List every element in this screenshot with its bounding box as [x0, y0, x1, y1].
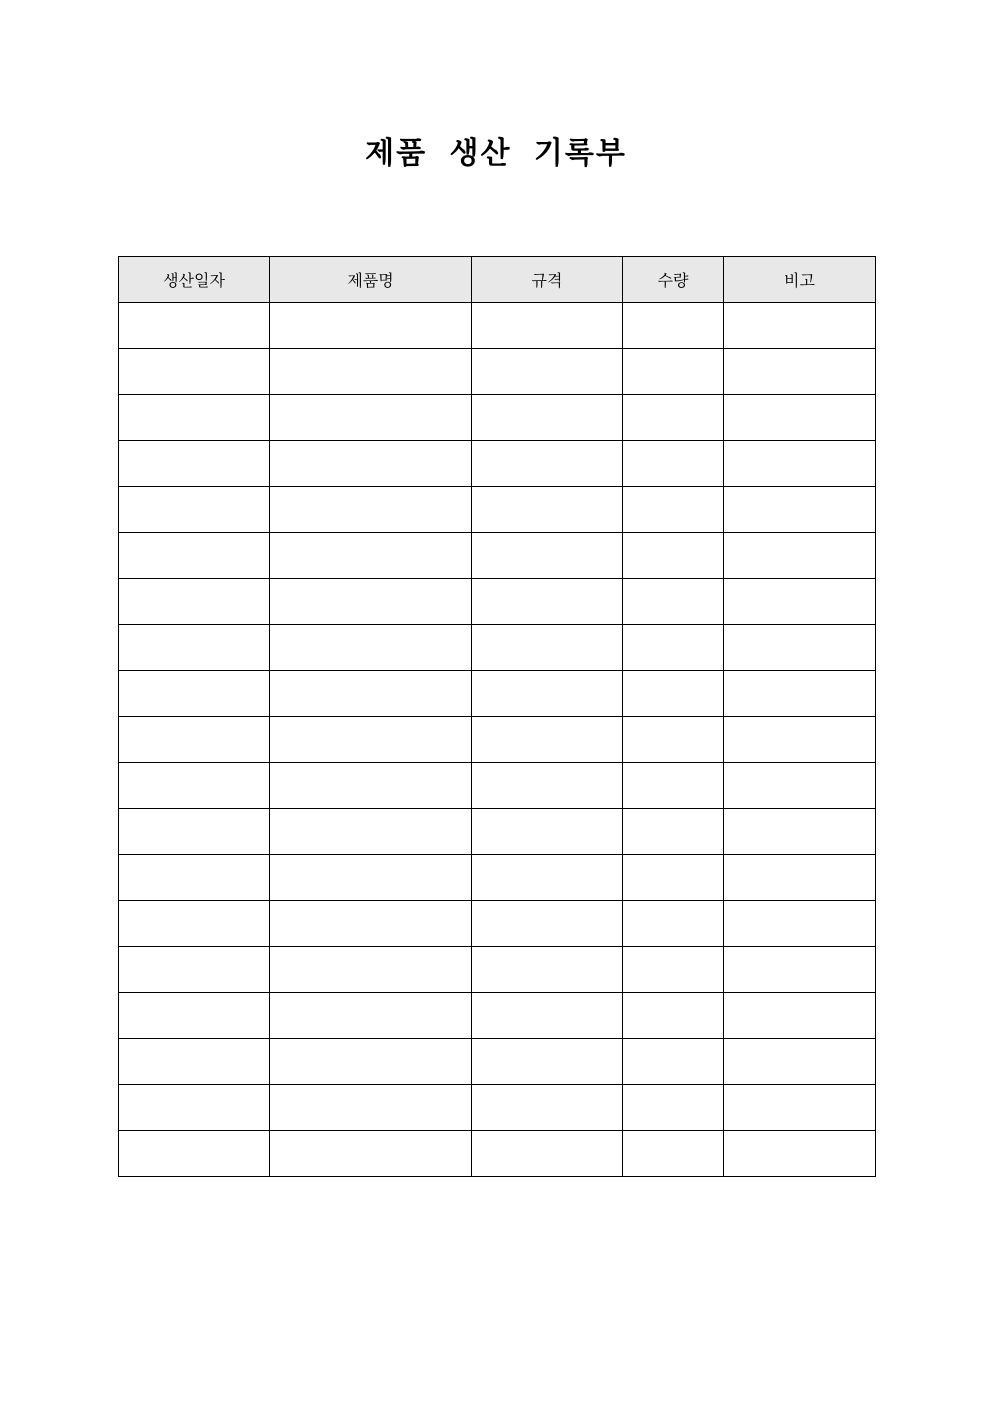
column-header-quantity: 수량: [623, 257, 724, 303]
quantity-cell[interactable]: [623, 625, 724, 671]
remarks-cell[interactable]: [724, 671, 876, 717]
quantity-cell[interactable]: [623, 1131, 724, 1177]
remarks-cell[interactable]: [724, 809, 876, 855]
remarks-cell[interactable]: [724, 1131, 876, 1177]
product-name-cell[interactable]: [270, 1085, 472, 1131]
quantity-cell[interactable]: [623, 533, 724, 579]
product-name-cell[interactable]: [270, 901, 472, 947]
product-name-cell[interactable]: [270, 809, 472, 855]
production-date-cell[interactable]: [119, 303, 270, 349]
specification-cell[interactable]: [472, 993, 623, 1039]
production-date-cell[interactable]: [119, 533, 270, 579]
table-row: [119, 625, 876, 671]
specification-cell[interactable]: [472, 533, 623, 579]
quantity-cell[interactable]: [623, 579, 724, 625]
remarks-cell[interactable]: [724, 579, 876, 625]
product-name-cell[interactable]: [270, 533, 472, 579]
remarks-cell[interactable]: [724, 395, 876, 441]
quantity-cell[interactable]: [623, 763, 724, 809]
production-record-table: [118, 256, 876, 1177]
remarks-cell[interactable]: [724, 487, 876, 533]
specification-cell[interactable]: [472, 855, 623, 901]
table-row: [119, 717, 876, 763]
specification-cell[interactable]: [472, 625, 623, 671]
product-name-cell[interactable]: [270, 349, 472, 395]
remarks-cell[interactable]: [724, 947, 876, 993]
product-name-cell[interactable]: [270, 395, 472, 441]
remarks-cell[interactable]: [724, 901, 876, 947]
remarks-cell[interactable]: [724, 717, 876, 763]
table-row: [119, 671, 876, 717]
table-row: [119, 487, 876, 533]
product-name-cell[interactable]: [270, 717, 472, 763]
specification-cell[interactable]: [472, 395, 623, 441]
specification-cell[interactable]: [472, 303, 623, 349]
specification-cell[interactable]: [472, 809, 623, 855]
quantity-cell[interactable]: [623, 395, 724, 441]
remarks-cell[interactable]: [724, 993, 876, 1039]
production-date-cell[interactable]: [119, 717, 270, 763]
table-row: [119, 1085, 876, 1131]
specification-cell[interactable]: [472, 579, 623, 625]
table-body: [119, 303, 876, 1177]
quantity-cell[interactable]: [623, 1039, 724, 1085]
quantity-cell[interactable]: [623, 441, 724, 487]
remarks-cell[interactable]: [724, 441, 876, 487]
product-name-cell[interactable]: [270, 947, 472, 993]
production-date-cell[interactable]: [119, 487, 270, 533]
table-row: [119, 809, 876, 855]
column-header-remarks: 비고: [724, 257, 876, 303]
table-row: [119, 395, 876, 441]
product-name-cell[interactable]: [270, 579, 472, 625]
specification-cell[interactable]: [472, 1131, 623, 1177]
table-row: [119, 441, 876, 487]
product-name-cell[interactable]: [270, 671, 472, 717]
quantity-cell[interactable]: [623, 809, 724, 855]
table-row: [119, 947, 876, 993]
table-row: [119, 855, 876, 901]
table-row: [119, 993, 876, 1039]
production-date-cell[interactable]: [119, 1085, 270, 1131]
quantity-cell[interactable]: [623, 487, 724, 533]
specification-cell[interactable]: [472, 671, 623, 717]
production-date-cell[interactable]: [119, 809, 270, 855]
product-name-cell[interactable]: [270, 441, 472, 487]
product-name-cell[interactable]: [270, 1131, 472, 1177]
quantity-cell[interactable]: [623, 349, 724, 395]
remarks-cell[interactable]: [724, 349, 876, 395]
production-date-cell[interactable]: [119, 625, 270, 671]
production-date-cell[interactable]: [119, 763, 270, 809]
quantity-cell[interactable]: [623, 901, 724, 947]
production-date-cell[interactable]: [119, 901, 270, 947]
column-header-product-name: 제품명: [270, 257, 472, 303]
remarks-cell[interactable]: [724, 1039, 876, 1085]
specification-cell[interactable]: [472, 1039, 623, 1085]
production-date-cell[interactable]: [119, 947, 270, 993]
remarks-cell[interactable]: [724, 533, 876, 579]
production-date-cell[interactable]: [119, 349, 270, 395]
production-date-cell[interactable]: [119, 395, 270, 441]
quantity-cell[interactable]: [623, 855, 724, 901]
product-name-cell[interactable]: [270, 1039, 472, 1085]
production-date-cell[interactable]: [119, 1039, 270, 1085]
table-row: [119, 579, 876, 625]
production-date-cell[interactable]: [119, 671, 270, 717]
remarks-cell[interactable]: [724, 303, 876, 349]
quantity-cell[interactable]: [623, 993, 724, 1039]
table-header-row: [119, 257, 876, 303]
table-row: [119, 763, 876, 809]
column-header-production-date: 생산일자: [119, 257, 270, 303]
specification-cell[interactable]: [472, 947, 623, 993]
column-header-specification: 규격: [472, 257, 623, 303]
remarks-cell[interactable]: [724, 763, 876, 809]
quantity-cell[interactable]: [623, 947, 724, 993]
page-title: 제품 생산 기록부: [365, 136, 627, 171]
remarks-cell[interactable]: [724, 855, 876, 901]
product-name-cell[interactable]: [270, 303, 472, 349]
specification-cell[interactable]: [472, 717, 623, 763]
production-date-cell[interactable]: [119, 1131, 270, 1177]
specification-cell[interactable]: [472, 901, 623, 947]
quantity-cell[interactable]: [623, 1085, 724, 1131]
remarks-cell[interactable]: [724, 625, 876, 671]
specification-cell[interactable]: [472, 763, 623, 809]
product-name-cell[interactable]: [270, 625, 472, 671]
specification-cell[interactable]: [472, 1085, 623, 1131]
production-date-cell[interactable]: [119, 441, 270, 487]
product-name-cell[interactable]: [270, 993, 472, 1039]
table-row: [119, 349, 876, 395]
production-date-cell[interactable]: [119, 993, 270, 1039]
remarks-cell[interactable]: [724, 1085, 876, 1131]
table-row: [119, 303, 876, 349]
product-name-cell[interactable]: [270, 763, 472, 809]
quantity-cell[interactable]: [623, 303, 724, 349]
production-date-cell[interactable]: [119, 855, 270, 901]
table-row: [119, 533, 876, 579]
specification-cell[interactable]: [472, 349, 623, 395]
production-date-cell[interactable]: [119, 579, 270, 625]
quantity-cell[interactable]: [623, 717, 724, 763]
table-row: [119, 1131, 876, 1177]
table-row: [119, 1039, 876, 1085]
table-row: [119, 901, 876, 947]
product-name-cell[interactable]: [270, 487, 472, 533]
product-name-cell[interactable]: [270, 855, 472, 901]
quantity-cell[interactable]: [623, 671, 724, 717]
specification-cell[interactable]: [472, 441, 623, 487]
specification-cell[interactable]: [472, 487, 623, 533]
